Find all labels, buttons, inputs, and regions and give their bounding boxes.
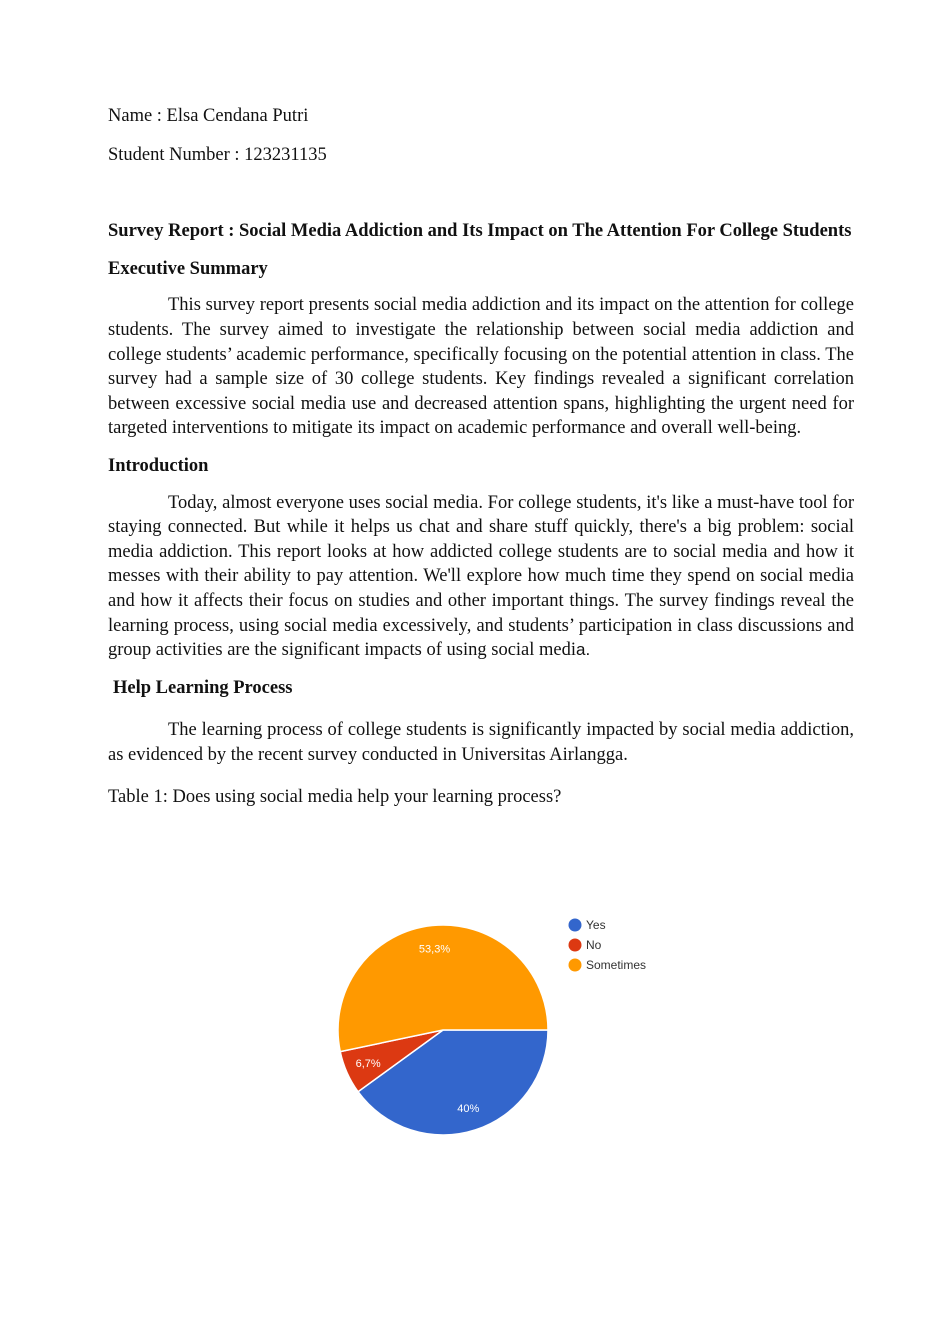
table-caption: Table 1: Does using social media help your learning process? bbox=[108, 787, 562, 808]
legend-label-sometimes: Sometimes bbox=[586, 958, 647, 972]
report-title: Survey Report : Social Media Addiction and Its Impact on The Attention For College Students bbox=[108, 221, 852, 242]
introduction-paragraph-text: Today, almost everyone uses social media. For college students, it's like a must-have tool for staying connected. But while it helps us chat and share stuff quickly, there's a big problem: social media addiction. This report looks at how addicted college students are to social media and how it messes with their ability to pay attention. We'll explore how much time they spend on social media and how it affects their focus on studies and other important things. The survey findings reveal the learning process, using social media excessively, and students’ participation in class discussions and group activities are the significant impacts of using social medi bbox=[108, 492, 854, 661]
pie-chart-svg bbox=[330, 910, 690, 1150]
document-page bbox=[108, 104, 854, 810]
help-learning-heading: Help Learning Process bbox=[113, 677, 293, 698]
legend-marker-yes bbox=[569, 919, 582, 932]
introduction-heading: Introduction bbox=[108, 455, 209, 476]
pie-slice-label-no: 6,7% bbox=[355, 1058, 381, 1071]
legend-label-no: No bbox=[586, 938, 602, 952]
legend-label-yes: Yes bbox=[586, 918, 606, 932]
executive-summary-heading: Executive Summary bbox=[108, 258, 268, 279]
help-learning-paragraph: The learning process of college students is significantly impacted by social media addiction, as evidenced by the recent survey conducted in Universitas Airlangga. bbox=[108, 720, 854, 765]
introduction-paragraph-tail: a. bbox=[576, 640, 591, 660]
pie-slice-label-sometimes: 53,3% bbox=[418, 943, 451, 956]
executive-summary-paragraph: This survey report presents social media addiction and its impact on the attention for college students. The survey aimed to investigate the relationship between social media addiction and college students’ academic performance, specifically focusing on the potential attention in class. The survey had a sample size of 30 college students. Key findings revealed a significant correlation between excessive social media use and decreased attention spans, highlighting the urgent need for targeted interventions to mitigate its impact on academic performance and overall well-being. bbox=[108, 295, 854, 439]
introduction-paragraph bbox=[108, 491, 854, 663]
legend-marker-no bbox=[569, 939, 582, 952]
legend-marker-sometimes bbox=[569, 959, 582, 972]
pie-chart bbox=[330, 910, 690, 1150]
pie-slice-label-yes: 40% bbox=[457, 1102, 480, 1115]
student-number: Student Number : 123231135 bbox=[108, 144, 327, 165]
student-name: Name : Elsa Cendana Putri bbox=[108, 106, 309, 126]
